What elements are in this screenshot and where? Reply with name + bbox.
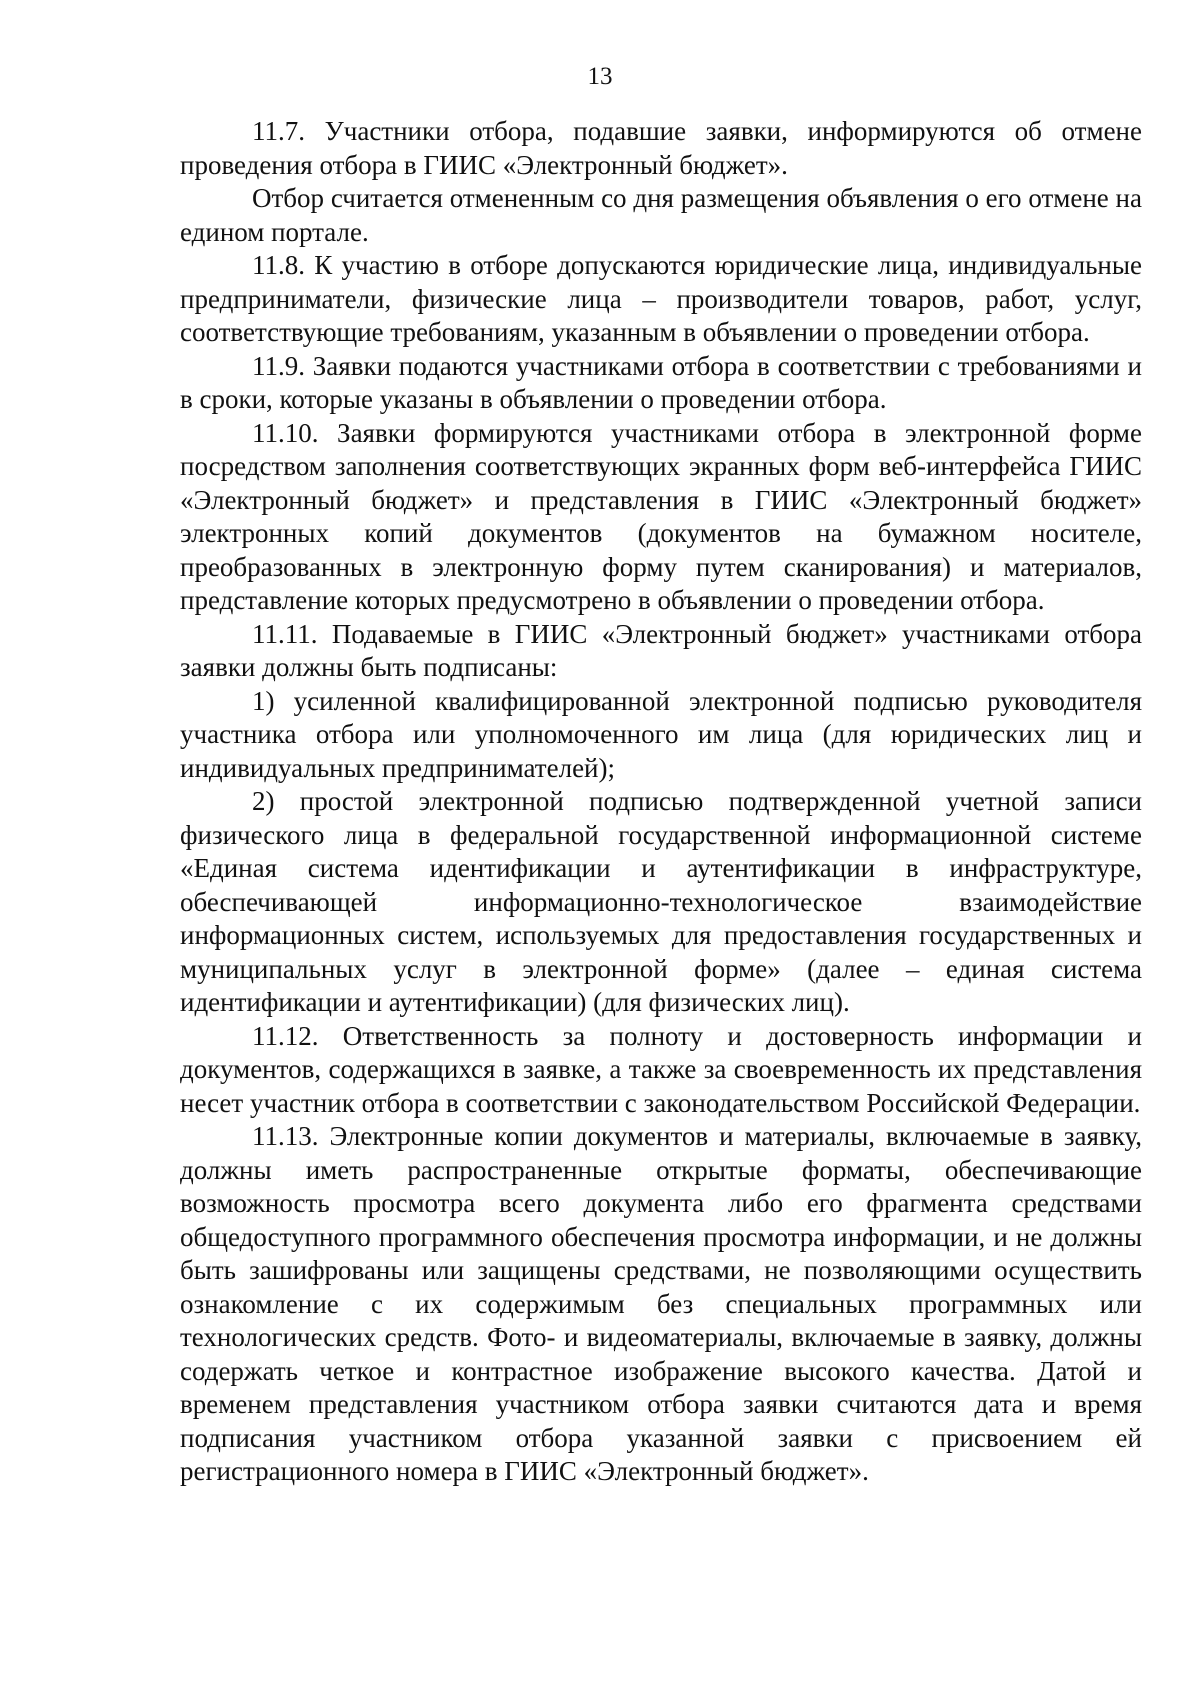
paragraph-11-12: 11.12. Ответственность за полноту и достоверность информации и документов, содержащихся в заявке, а также за своевременность их представления несет участник отбора в соответствии с законодательством Российской Федерации. [180,1020,1142,1118]
paragraph-11-8: 11.8. К участию в отборе допускаются юридические лица, индивидуальные предприниматели, физические лица – производители товаров, работ, услуг, соответствующие требованиям, указанным в объявлении о проведении отбора. [180,250,1142,347]
paragraph-11-7: 11.7. Участники отбора, подавшие заявки, информируются об отмене проведения отбора в ГИИС «Электронный бюджет». [180,116,1142,180]
paragraph-11-10: 11.10. Заявки формируются участниками отбора в электронной форме посредством заполнения соответствующих экранных форм веб-интерфейса ГИИС «Электронный бюджет» и представления в ГИИС «Электронный бюджет» электронных копий документов (документов на бумажном носителе, преобразованных в электронную форму путем сканирования) и материалов, представление которых предусмотрено в объявлении о проведении отбора. [180,417,1142,615]
paragraph-11-9: 11.9. Заявки подаются участниками отбора в соответствии с требованиями и в сроки, которые указаны в объявлении о проведении отбора. [180,350,1142,414]
paragraph-11-13: 11.13. Электронные копии документов и материалы, включаемые в заявку, должны иметь распространенные открытые форматы, обеспечивающие возможность просмотра всего документа либо его фрагмента средствами общедоступного программного обеспечения просмотра информации, и не должны быть зашифрованы или защищены средствами, не позволяющими осуществить ознакомление с их содержимым без специальных программных или технологических средств. Фото- и видеоматериалы, включаемые в заявку, должны содержать четкое и контрастное изображение высокого качества. Датой и временем представления участником отбора заявки считаются дата и время подписания участником отбора указанной заявки с присвоением ей регистрационного номера в ГИИС «Электронный бюджет». [180,1121,1142,1486]
list-item-2: 2) простой электронной подписью подтвержденной учетной записи физического лица в федеральной государственной информационной системе «Единая система идентификации и аутентификации в инфраструктуре, обеспечивающей информационно-технологическое взаимодействие информационных систем, используемых для предоставления государственных и муниципальных услуг в электронной форме» (далее – единая система идентификации и аутентификации) (для физических лиц). [180,786,1142,1017]
document-body [180,115,1142,1489]
paragraph-11-11: 11.11. Подаваемые в ГИИС «Электронный бюджет» участниками отбора заявки должны быть подписаны: [180,618,1142,682]
list-item-1: 1) усиленной квалифицированной электронной подписью руководителя участника отбора или уполномоченного им лица (для юридических лиц и индивидуальных предпринимателей); [180,685,1142,783]
paragraph-11-7-cancellation: Отбор считается отмененным со дня размещения объявления о его отмене на едином портале. [180,183,1142,247]
page-number: 13 [587,63,613,90]
